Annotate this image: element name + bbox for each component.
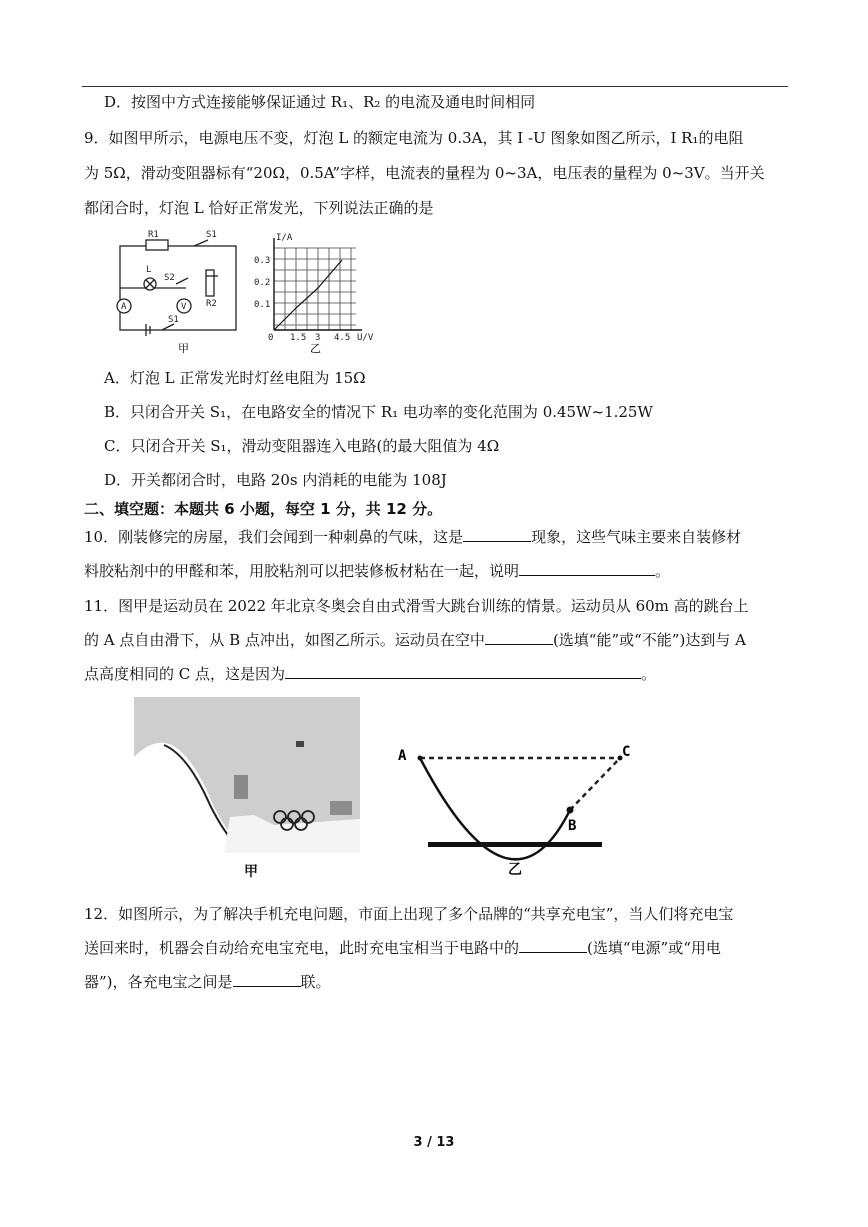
graph-xlabel: U/V [357,333,374,343]
q10-text-c: 料胶粘剂中的甲醛和苯，用胶粘剂可以把装修板材粘在一起，说明 [84,562,520,580]
q10-line2 [84,561,670,581]
q11-line1: 11．图甲是运动员在 2022 年北京冬奥会自由式滑雪大跳台训练的情景。运动员从 60m 高的跳台上 [84,597,749,615]
q12-line3 [84,972,331,992]
label-s3: S1 [206,230,217,240]
point-b [567,807,574,814]
page-number: 3 / 13 [413,1135,455,1150]
xtick-0: 0 [268,333,274,343]
ytick-0.3: 0.3 [254,256,271,266]
diagram-caption: 乙 [508,862,522,878]
q9-stem-line2: 为 5Ω，滑动变阻器标有“20Ω，0.5A”字样，电流表的量程为 0~3A，电压表的量程为 0~3V。当开关 [84,164,765,182]
ytick-0.2: 0.2 [254,278,271,288]
b-to-c-dashed-line [570,758,620,810]
q10-line1 [84,527,741,547]
q11-blank-1[interactable] [485,630,553,645]
q9-option-a: A．灯泡 L 正常发光时灯丝电阻为 15Ω [104,369,366,387]
q11-text-a: 的 A 点自由滑下，从 B 点冲出，如图乙所示。运动员在空中 [84,631,485,649]
label-r1: R1 [148,230,159,240]
q11-blank-2[interactable] [285,664,641,679]
label-a: A [121,302,127,312]
iu-curve [274,260,342,330]
resistor-r2 [206,270,214,296]
ground-line [428,842,602,847]
q9-option-d: D．开关都闭合时，电路 20s 内消耗的电能为 108J [104,471,447,489]
q11-text-d: 。 [641,665,657,683]
q9-stem-line1: 9．如图甲所示，电源电压不变，灯泡 L 的额定电流为 0.3A，其 I -U 图象如图乙所示，I R₁的电阻 [84,129,744,147]
q11-line3 [84,664,656,684]
q10-text-d: 。 [655,562,671,580]
label-l: L [146,265,152,275]
q10-text-b: 现象，这些气味主要来自装修材 [531,528,742,546]
graph-ylabel: I/A [276,233,293,243]
q10-blank-1[interactable] [463,527,531,542]
q11-text-c: 点高度相同的 C 点，这是因为 [84,665,286,683]
q12-text-b: (选填“电源”或“用电 [587,939,721,957]
label-point-c: C [622,744,631,760]
xtick-3: 3 [315,333,321,343]
switch-s3 [194,240,208,246]
point-a [418,756,423,761]
label-s2: S2 [164,273,175,283]
q12-blank-2[interactable] [233,972,301,987]
photo-caption: 甲 [244,864,258,880]
label-r2: R2 [206,299,217,309]
q12-text-d: 联。 [300,973,331,991]
q10-blank-2[interactable] [519,561,655,576]
section-2-heading: 二、填空题：本题共 6 小题，每空 1 分，共 12 分。 [84,500,443,518]
ski-jump-photo [134,697,360,853]
q12-text-c: 器”)，各充电宝之间是 [84,973,233,991]
trajectory-diagram [394,740,654,880]
header-rule [82,86,788,87]
q12-blank-1[interactable] [519,938,587,953]
switch-s2 [176,278,188,284]
xtick-1.5: 1.5 [290,333,307,343]
q12-line2 [84,938,721,958]
q8-option-d: D．按图中方式连接能够保证通过 R₁、R₂ 的电流及通电时间相同 [104,93,536,111]
circuit-caption: 甲 [178,342,189,355]
q9-option-b: B．只闭合开关 S₁，在电路安全的情况下 R₁ 电功率的变化范围为 0.45W~1.25W [104,403,653,421]
ytick-0.1: 0.1 [254,300,271,310]
label-v: V [181,302,187,312]
graph-caption: 乙 [310,342,321,355]
label-point-a: A [398,748,407,764]
q9-figure [106,226,386,358]
label-s1: S1 [168,315,179,325]
iu-graph [254,233,374,355]
q12-line1: 12．如图所示，为了解决手机充电问题，市面上出现了多个品牌的“共享充电宝”，当人们将充电宝 [84,905,734,923]
xtick-4.5: 4.5 [334,333,351,343]
q11-text-b: (选填“能”或“不能”)达到与 A [552,631,746,649]
label-point-b: B [568,818,577,834]
q9-stem-line3: 都闭合时，灯泡 L 恰好正常发光，下列说法正确的是 [84,199,434,217]
resistor-r1 [146,240,168,250]
q9-option-c: C．只闭合开关 S₁，滑动变阻器连入电路(的最大阻值为 4Ω [104,437,500,455]
q12-text-a: 送回来时，机器会自动给充电宝充电，此时充电宝相当于电路中的 [84,939,520,957]
q10-text-a: 10．刚装修完的房屋，我们会闻到一种刺鼻的气味，这是 [84,528,464,546]
q11-line2 [84,630,746,650]
